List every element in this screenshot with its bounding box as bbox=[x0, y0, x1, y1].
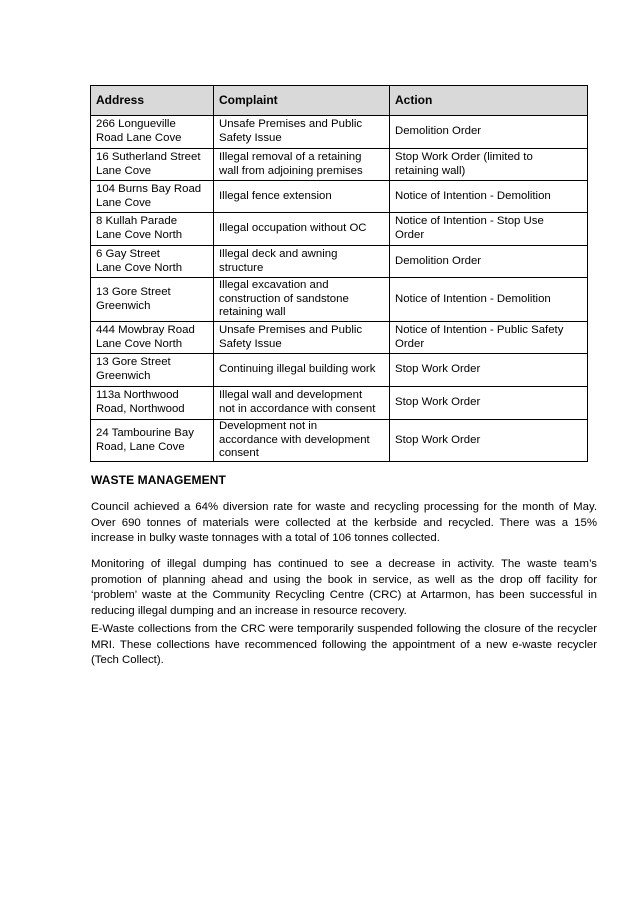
table-header-row bbox=[91, 86, 588, 116]
action-cell: Stop Work Order bbox=[390, 354, 588, 387]
paragraph-diversion-rate: Council achieved a 64% diversion rate for waste and recycling processing for the month of May. Over 690 tonnes of materials were collected at the kerbside and recycled. There was a 15% increase in bulky waste tonnages with a total of 106 tonnes collected. bbox=[91, 501, 597, 545]
table-row bbox=[91, 278, 588, 322]
action-cell: Notice of Intention - Public Safety Order bbox=[390, 322, 588, 354]
address-cell: 13 Gore Street Greenwich bbox=[91, 354, 214, 387]
column-header-complaint: Complaint bbox=[214, 86, 390, 116]
paragraph-e-waste: E-Waste collections from the CRC were temporarily suspended following the closure of the recycler MRI. These collections have recommenced following the appointment of a new e-waste recycler (Tech Collect). bbox=[91, 623, 597, 667]
address-cell: 104 Burns Bay Road Lane Cove bbox=[91, 181, 214, 213]
table-row bbox=[91, 116, 588, 149]
complaint-cell: Unsafe Premises and Public Safety Issue bbox=[214, 116, 390, 149]
table-row bbox=[91, 149, 588, 181]
table-row bbox=[91, 213, 588, 246]
action-cell: Notice of Intention - Stop Use Order bbox=[390, 213, 588, 246]
address-cell: 16 Sutherland Street Lane Cove bbox=[91, 149, 214, 181]
address-cell: 13 Gore Street Greenwich bbox=[91, 278, 214, 322]
table-row bbox=[91, 420, 588, 462]
address-cell: 24 Tambourine Bay Road, Lane Cove bbox=[91, 420, 214, 462]
complaint-cell: Unsafe Premises and Public Safety Issue bbox=[214, 322, 390, 354]
action-cell: Stop Work Order (limited to retaining wall) bbox=[390, 149, 588, 181]
compliance-actions-table bbox=[90, 85, 588, 462]
complaint-cell: Illegal wall and development not in accordance with consent bbox=[214, 387, 390, 420]
complaint-cell: Illegal deck and awning structure bbox=[214, 246, 390, 278]
action-cell: Demolition Order bbox=[390, 116, 588, 149]
table-row bbox=[91, 181, 588, 213]
action-cell: Notice of Intention - Demolition bbox=[390, 278, 588, 322]
table-row bbox=[91, 322, 588, 354]
address-cell: 266 Longueville Road Lane Cove bbox=[91, 116, 214, 149]
address-cell: 8 Kullah Parade Lane Cove North bbox=[91, 213, 214, 246]
column-header-address: Address bbox=[91, 86, 214, 116]
address-cell: 113a Northwood Road, Northwood bbox=[91, 387, 214, 420]
section-heading: WASTE MANAGEMENT bbox=[91, 473, 226, 487]
complaint-cell: Continuing illegal building work bbox=[214, 354, 390, 387]
address-cell: 444 Mowbray Road Lane Cove North bbox=[91, 322, 214, 354]
action-cell: Stop Work Order bbox=[390, 387, 588, 420]
complaint-cell: Development not in accordance with development consent bbox=[214, 420, 390, 462]
column-header-action: Action bbox=[390, 86, 588, 116]
complaint-cell: Illegal excavation and construction of sandstone retaining wall bbox=[214, 278, 390, 322]
complaint-cell: Illegal removal of a retaining wall from adjoining premises bbox=[214, 149, 390, 181]
paragraph-illegal-dumping: Monitoring of illegal dumping has continued to see a decrease in activity. The waste team’s promotion of planning ahead and using the book in service, as well as the drop off facility for ‘problem’ waste at the Community Recycling Centre (CRC) at Artarmon, has been successful in reducing illegal dumping and an increase in resource recovery. bbox=[91, 558, 597, 618]
action-cell: Notice of Intention - Demolition bbox=[390, 181, 588, 213]
complaint-cell: Illegal fence extension bbox=[214, 181, 390, 213]
complaint-cell: Illegal occupation without OC bbox=[214, 213, 390, 246]
table-row bbox=[91, 246, 588, 278]
action-cell: Demolition Order bbox=[390, 246, 588, 278]
table-row bbox=[91, 354, 588, 387]
address-cell: 6 Gay Street Lane Cove North bbox=[91, 246, 214, 278]
table-row bbox=[91, 387, 588, 420]
action-cell: Stop Work Order bbox=[390, 420, 588, 462]
